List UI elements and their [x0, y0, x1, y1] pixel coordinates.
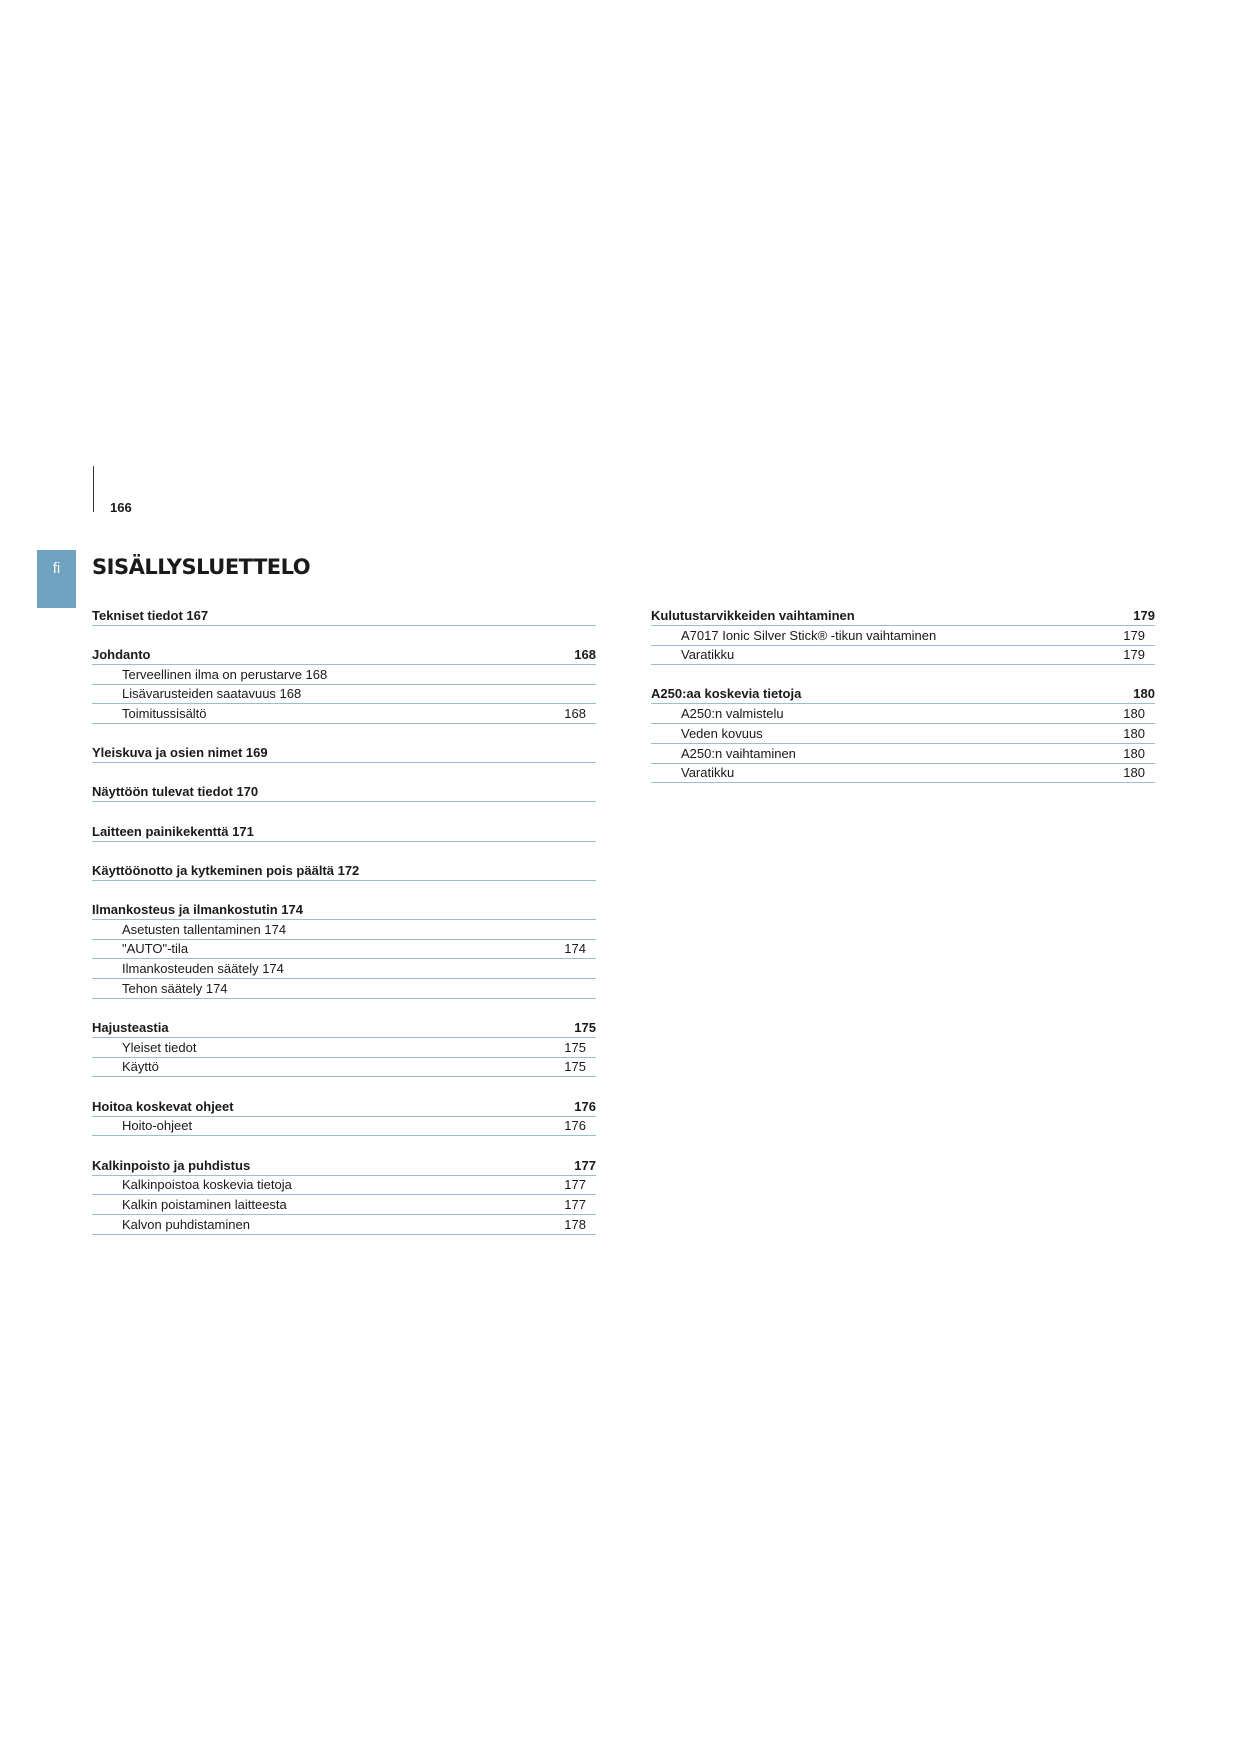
toc-section-heading-label: Kalkinpoisto ja puhdistus: [92, 1157, 251, 1173]
toc-section-heading[interactable]: [92, 645, 596, 665]
toc-entry-label: Kalkin poistaminen laitteesta: [122, 1197, 287, 1213]
toc-entry-label: Asetusten tallentaminen 174: [122, 921, 287, 937]
toc-entry[interactable]: [651, 626, 1155, 646]
toc-section-heading-page-number: 175: [574, 1019, 596, 1035]
toc-section: [92, 783, 596, 803]
toc-entry[interactable]: [92, 685, 596, 705]
toc-entry-label: Lisävarusteiden saatavuus 168: [122, 686, 302, 702]
page-title: SISÄLLYSLUETTELO: [92, 555, 311, 579]
toc-entry-label: A250:n vaihtaminen: [681, 745, 796, 761]
toc-section: [651, 685, 1155, 784]
toc-section-heading-label: Hajusteastia: [92, 1019, 169, 1035]
toc-section: [92, 606, 596, 626]
toc-entry-page-number: 178: [564, 1216, 586, 1232]
toc-section-heading[interactable]: [92, 900, 596, 920]
toc-entry[interactable]: [92, 959, 596, 979]
toc-section-heading-label: Näyttöön tulevat tiedot 170: [92, 784, 259, 800]
toc-section-heading[interactable]: [92, 861, 596, 881]
toc-entry[interactable]: [92, 1038, 596, 1058]
toc-section: [92, 900, 596, 999]
toc-entry-label: Varatikku: [681, 765, 735, 781]
toc-entry[interactable]: [92, 940, 596, 960]
toc-section-heading-label: Johdanto: [92, 646, 151, 662]
toc-section: [92, 1018, 596, 1077]
toc-entry[interactable]: [92, 704, 596, 724]
toc-entry[interactable]: [92, 979, 596, 999]
toc-section-heading[interactable]: [651, 606, 1155, 626]
toc-left-column: [92, 606, 596, 1254]
toc-section-heading-label: A250:aa koskevia tietoja: [651, 686, 802, 702]
toc-entry-page-number: 175: [564, 1059, 586, 1075]
toc-entry[interactable]: [92, 1195, 596, 1215]
language-tab: fi: [37, 550, 76, 608]
toc-entry-label: A250:n valmistelu: [681, 706, 784, 722]
toc-entry[interactable]: [651, 704, 1155, 724]
toc-section-heading[interactable]: [92, 1018, 596, 1038]
toc-entry-label: Veden kovuus: [681, 725, 763, 741]
toc-section-heading-page-number: 168: [574, 646, 596, 662]
toc-section-heading-label: Laitteen painikekenttä 171: [92, 823, 254, 839]
page-number: 166: [110, 500, 132, 515]
toc-section-heading-page-number: 180: [1133, 686, 1155, 702]
toc-section-heading[interactable]: [92, 783, 596, 803]
toc-entry-page-number: 176: [564, 1118, 586, 1134]
toc-section-heading[interactable]: [92, 1097, 596, 1117]
toc-entry-label: Toimitussisältö: [122, 706, 207, 722]
toc-entry[interactable]: [651, 764, 1155, 784]
toc-section-heading-page-number: 179: [1133, 607, 1155, 623]
toc-entry-label: A7017 Ionic Silver Stick® -tikun vaihtaminen: [681, 627, 937, 643]
toc-entry[interactable]: [92, 1176, 596, 1196]
toc-entry-page-number: 180: [1123, 706, 1145, 722]
toc-entry-page-number: 177: [564, 1197, 586, 1213]
toc-section-heading-label: Tekniset tiedot 167: [92, 607, 209, 623]
toc-entry-label: Hoito-ohjeet: [122, 1118, 193, 1134]
toc-entry-page-number: 177: [564, 1177, 586, 1193]
toc-entry-page-number: 180: [1123, 745, 1145, 761]
toc-entry-page-number: 179: [1123, 647, 1145, 663]
toc-entry[interactable]: [92, 665, 596, 685]
toc-section: [92, 645, 596, 724]
toc-entry-page-number: 175: [564, 1039, 586, 1055]
toc-section-heading-label: Käyttöönotto ja kytkeminen pois päältä 172: [92, 862, 360, 878]
toc-section: [92, 744, 596, 764]
toc-entry-page-number: 168: [564, 706, 586, 722]
toc-entry-page-number: 180: [1123, 725, 1145, 741]
toc-entry-label: Käyttö: [122, 1059, 159, 1075]
toc-entry-label: Ilmankosteuden säätely 174: [122, 961, 284, 977]
toc-section-heading-page-number: 176: [574, 1098, 596, 1114]
toc-section-heading-label: Kulutustarvikkeiden vaihtaminen: [651, 607, 855, 623]
toc-section-heading[interactable]: [92, 1156, 596, 1176]
toc-section: [92, 822, 596, 842]
toc-section-heading[interactable]: [92, 822, 596, 842]
toc-entry[interactable]: [651, 744, 1155, 764]
toc-section: [92, 1097, 596, 1137]
toc-section-heading-page-number: 177: [574, 1157, 596, 1173]
toc-right-column: [651, 606, 1155, 803]
toc-entry-label: Tehon säätely 174: [122, 980, 228, 996]
toc-section: [651, 606, 1155, 665]
toc-section-heading[interactable]: [92, 744, 596, 764]
toc-entry-label: Terveellinen ilma on perustarve 168: [122, 666, 328, 682]
toc-entry-page-number: 174: [564, 941, 586, 957]
toc-section-heading-label: Hoitoa koskevat ohjeet: [92, 1098, 234, 1114]
toc-entry-label: Kalvon puhdistaminen: [122, 1216, 250, 1232]
toc-entry[interactable]: [92, 1058, 596, 1078]
toc-entry-page-number: 179: [1123, 627, 1145, 643]
toc-entry[interactable]: [651, 724, 1155, 744]
toc-section-heading[interactable]: [92, 606, 596, 626]
toc-entry-label: Varatikku: [681, 647, 735, 663]
toc-entry[interactable]: [92, 1215, 596, 1235]
toc-entry[interactable]: [92, 920, 596, 940]
toc-entry[interactable]: [651, 646, 1155, 666]
toc-section-heading[interactable]: [651, 685, 1155, 705]
toc-section-heading-label: Yleiskuva ja osien nimet 169: [92, 745, 268, 761]
toc-section: [92, 1156, 596, 1235]
toc-section-heading-label: Ilmankosteus ja ilmankostutin 174: [92, 901, 303, 917]
toc-entry[interactable]: [92, 1117, 596, 1137]
toc-entry-label: Kalkinpoistoa koskevia tietoja: [122, 1177, 292, 1193]
toc-entry-label: "AUTO"-tila: [122, 941, 189, 957]
toc-entry-label: Yleiset tiedot: [122, 1039, 197, 1055]
page-number-rule: [93, 466, 94, 512]
toc-entry-page-number: 180: [1123, 765, 1145, 781]
toc-section: [92, 861, 596, 881]
